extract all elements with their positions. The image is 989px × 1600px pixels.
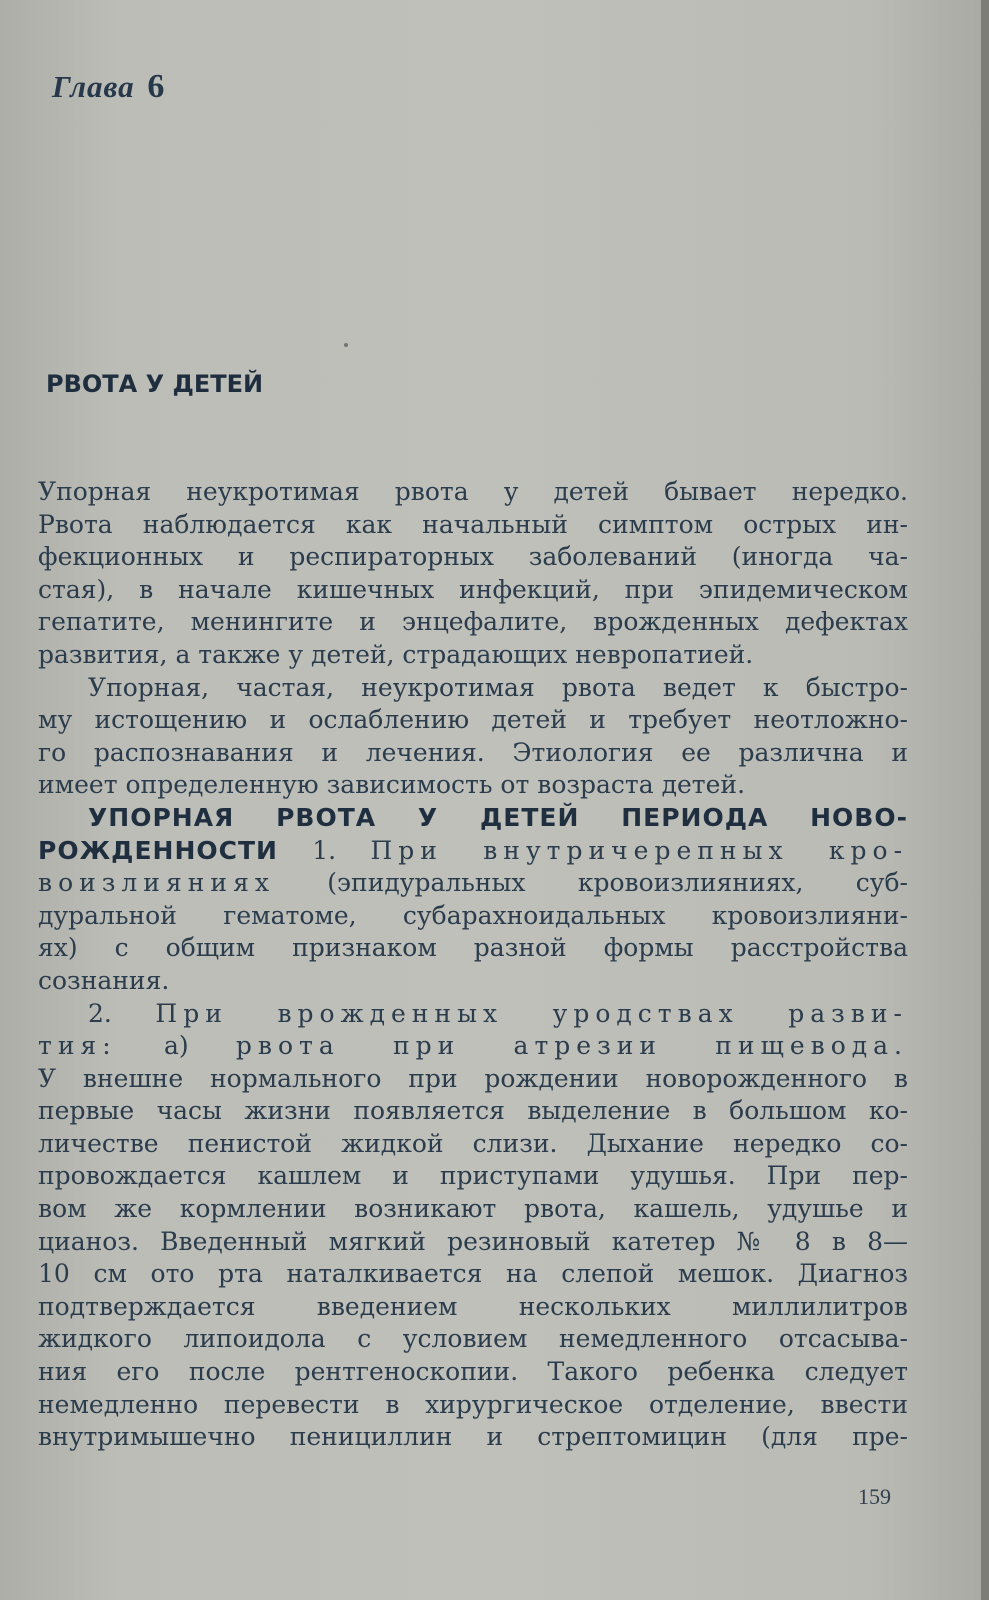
text-line: му истощению и ослаблению детей и требует неотложно- <box>38 705 908 735</box>
text-line: сознания. <box>38 965 170 995</box>
text-line: вом же кормлении возникают рвота, кашель, удушье и <box>38 1194 908 1224</box>
text-line: Рвота наблюдается как начальный симптом острых ин- <box>38 509 908 539</box>
text-line: Упорная, частая, неукротимая рвота ведет к быстро- <box>88 672 908 702</box>
text-line: провождается кашлем и приступами удушья. При пер- <box>38 1161 908 1191</box>
chapter-label: Глава <box>52 69 135 104</box>
text-line: подтверждается введением нескольких миллилитров <box>38 1291 908 1321</box>
subheading-line <box>38 802 908 835</box>
text-line: фекционных и респираторных заболеваний (иногда ча- <box>38 542 908 572</box>
text-line: развития, а также у детей, страдающих невропатией. <box>38 639 754 669</box>
text-line: 10 см ото рта наталкивается на слепой мешок. Диагноз <box>38 1259 908 1289</box>
text-line: Упорная неукротимая рвота у детей бывает нередко. <box>38 477 908 506</box>
text-line: стая), в начале кишечных инфекций, при эпидемическом <box>38 574 908 604</box>
text-line: го распознавания и лечения. Этиология ее различна и <box>38 737 908 767</box>
body-text <box>38 476 908 1454</box>
text-line: У внешне нормального при рождении новорожденного в <box>38 1063 908 1093</box>
text-line <box>38 1030 908 1063</box>
text-line: личестве пенистой жидкой слизи. Дыхание нередко со- <box>38 1128 908 1158</box>
text-line: дуральной гематоме, субарахноидальных кровоизлияни- <box>38 900 908 930</box>
item-number: 1. <box>312 835 337 865</box>
text-line: ния его после рентгеноскопии. Такого ребенка следует <box>38 1357 908 1387</box>
spaced-term: При внутричерепных кро- <box>370 835 909 865</box>
text-line: ях) с общим признаком разной формы расстройства <box>38 933 908 963</box>
text-line: немедленно перевести в хирургическое отделение, ввести <box>38 1389 908 1419</box>
text-line <box>38 835 908 868</box>
subheading-text-cont: РОЖДЕННОСТИ <box>38 835 278 865</box>
text-line: цианоз. Введенный мягкий резиновый катетер № 8 в 8— <box>38 1226 908 1256</box>
page-edge-shadow <box>981 0 989 1600</box>
section-title: РВОТА У ДЕТЕЙ <box>46 370 264 398</box>
item-number: 2. <box>88 998 112 1028</box>
chapter-number: 6 <box>147 68 166 105</box>
line-rest: (эпидуральных кровоизлияниях, суб- <box>327 868 908 898</box>
spaced-term: При врожденных уродствах разви- <box>155 998 908 1028</box>
spaced-term: воизлияниях <box>38 868 275 898</box>
text-line: внутримышечно пенициллин и стрептомицин (для пре- <box>38 1422 908 1452</box>
text-line: гепатите, менингите и энцефалите, врожденных дефектах <box>38 607 908 637</box>
print-speck <box>344 343 348 347</box>
subheading-text: УПОРНАЯ РВОТА У ДЕТЕЙ ПЕРИОДА НОВО- <box>88 802 908 832</box>
spaced-term: рвота при атрезии пищевода. <box>235 1031 909 1061</box>
text-line: первые часы жизни появляется выделение в большом ко- <box>38 1096 908 1126</box>
chapter-heading <box>52 68 165 106</box>
spaced-term: тия: <box>38 1031 117 1061</box>
text-line: имеет определенную зависимость от возраста детей. <box>38 770 746 800</box>
text-line <box>38 867 908 900</box>
page-number: 159 <box>858 1484 891 1509</box>
text-line <box>38 998 908 1031</box>
item-letter: а) <box>163 1031 189 1061</box>
text-line: жидкого липоидола с условием немедленного отсасыва- <box>38 1324 908 1354</box>
